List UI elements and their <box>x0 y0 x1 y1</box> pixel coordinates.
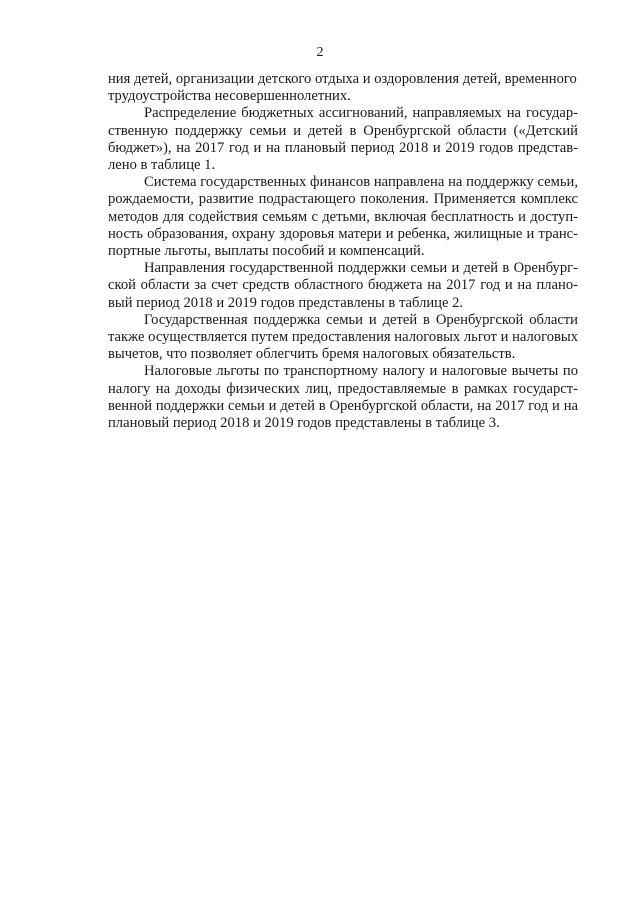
text-line: Налоговые льготы по транспортному налогу и налоговые вычеты по <box>144 363 578 380</box>
text-line: Распределение бюджетных ассигнований, направляемых на государ- <box>144 105 578 122</box>
text-line: плановый период 2018 и 2019 годов представлены в таблице 3. <box>108 415 500 432</box>
paragraph <box>108 105 578 174</box>
text-line: рождаемости, развитие подрастающего поколения. Применяется комплекс <box>108 191 578 208</box>
text-line: ской области за счет средств областного бюджета на 2017 год и на плано- <box>108 277 578 294</box>
paragraph <box>108 312 578 364</box>
text-line: лено в таблице 1. <box>108 157 216 174</box>
paragraph <box>108 363 578 432</box>
text-line: ность образования, охрану здоровья матери и ребенка, жилищные и транс- <box>108 225 578 242</box>
page-number: 2 <box>316 45 324 60</box>
text-line: вычетов, что позволяет облегчить бремя налоговых обязательств. <box>108 346 516 363</box>
text-line: ния детей, организации детского отдыха и оздоровления детей, временного <box>108 71 577 87</box>
text-line: налогу на доходы физических лиц, предоставляемые в рамках государст- <box>108 380 578 397</box>
paragraph <box>108 260 578 312</box>
text-line: Система государственных финансов направлена на поддержку семьи, <box>144 174 578 191</box>
text-line: Направления государственной поддержки семьи и детей в Оренбург- <box>144 260 578 277</box>
paragraph <box>108 174 578 260</box>
text-line: трудоустройства несовершеннолетних. <box>108 88 351 105</box>
text-line: портные льготы, выплаты пособий и компенсаций. <box>108 243 425 260</box>
text-line: ственную поддержку семьи и детей в Оренбургской области («Детский <box>108 122 578 139</box>
document-body <box>108 71 578 432</box>
text-line: Государственная поддержка семьи и детей в Оренбургской области <box>144 311 578 328</box>
text-line: также осуществляется путем предоставления налоговых льгот и налоговых <box>108 329 578 346</box>
paragraph <box>108 71 578 105</box>
text-line: методов для содействия семьям с детьми, включая бесплатность и доступ- <box>108 208 578 225</box>
text-line: венной поддержки семьи и детей в Оренбургской области, на 2017 год и на <box>108 397 578 414</box>
text-line: вый период 2018 и 2019 годов представлены в таблице 2. <box>108 294 464 311</box>
text-line: бюджет»), на 2017 год и на плановый период 2018 и 2019 годов представ- <box>108 139 578 156</box>
